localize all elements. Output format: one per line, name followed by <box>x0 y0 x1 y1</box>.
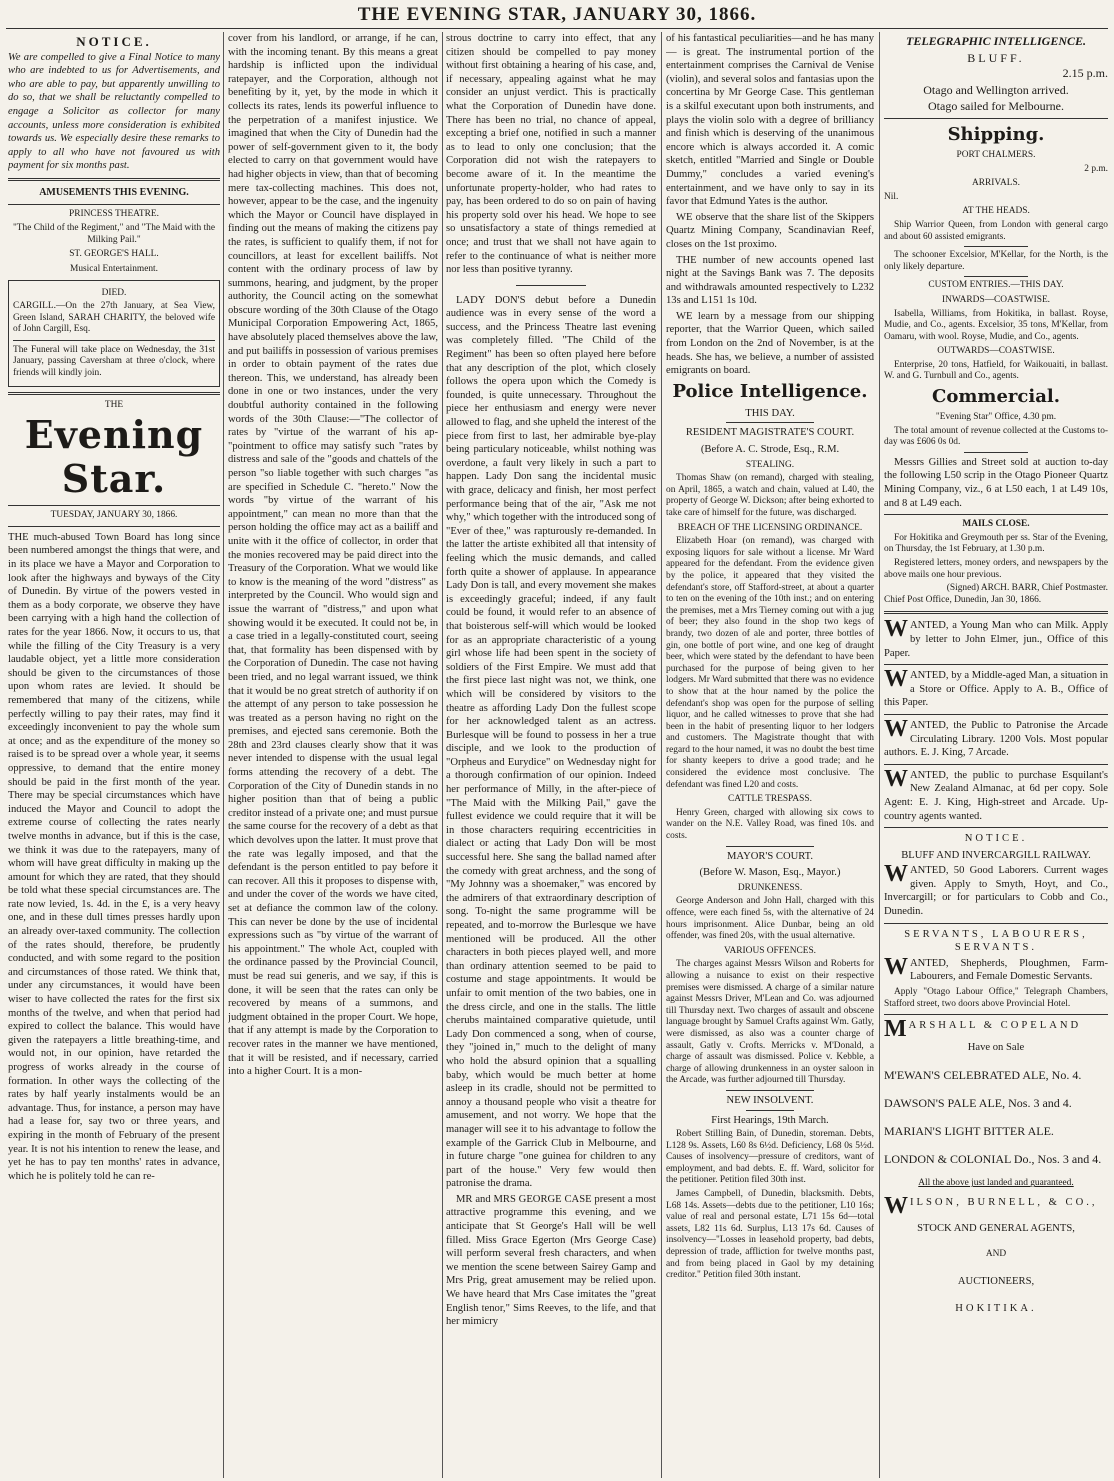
insolvent-entry: James Campbell, of Dunedin, blacksmith. Debts, L68 14s. Assets—debts due to the petitioner, L10 16s; value of real and personal estate, L71 15s 6d—total assets, L82 11s 6d. Surplus, L13 17s 6d. Causes of insolvency—"Losses in leasehold property, bad debts, depression of trade, affliction for twelve months past, and from being placed in Gaol by my detaining creditor." Petition filed 30th instant. <box>666 1189 874 1281</box>
mails-office: Chief Post Office, Dunedin, Jan 30, 1866. <box>884 594 1042 605</box>
notice-title: NOTICE. <box>76 34 152 49</box>
merchant-name: ILSON, BURNELL, & CO., <box>910 1197 1098 1208</box>
concert-notice: MR and MRS GEORGE CASE present a most attractive programme this evening, and we anticipate that St George's Hall will be well filled. Miss Grace Egerton (Mrs George Case) will perform several fresh characters, and when we mention the scene between Sairey Gamp and Mrs Prig, great amusement may be relied upon. We have heard that Mrs Case imitates the "great English tenor," Sims Reeves, to the life, and that her mimicry <box>446 1193 656 1328</box>
merchant-town: HOKITIKA. <box>955 1303 1037 1315</box>
port-time: 2 p.m. <box>1084 163 1108 174</box>
hearings: First Hearings, 19th March. <box>711 1114 829 1126</box>
column-rule <box>223 32 224 1478</box>
divider <box>964 452 1028 453</box>
amusement-venue: PRINCESS THEATRE. <box>69 208 159 219</box>
drop-cap-w: W <box>884 1193 908 1219</box>
merchant-line: STOCK AND GENERAL AGENTS, <box>917 1222 1075 1234</box>
wanted-ad <box>884 616 1108 660</box>
shipping-title: Shipping. <box>947 123 1045 145</box>
wanted-ad-text: ANTED, Shepherds, Ploughmen, Farm-Labourers, and Female Domestic Servants. <box>910 957 1108 983</box>
wanted-ad <box>884 666 1108 710</box>
court-title: MAYOR'S COURT. <box>726 850 814 862</box>
on-sale: Have on Sale <box>967 1041 1025 1053</box>
ale-item: MARIAN'S LIGHT BITTER ALE. <box>884 1124 1054 1139</box>
case-heading: DRUNKENESS. <box>737 882 803 893</box>
notice-heading: NOTICE. <box>964 833 1028 845</box>
column-rule <box>661 32 662 1478</box>
wanted-ad-text: ANTED, 50 Good Laborers. Current wages given. Apply to Smyth, Hoyt, and Co., Invercargill; or for particulars to Cobb and Co., Dunedin. <box>884 865 1108 918</box>
news-paragraph: THE number of new accounts opened last night at the Savings Bank was 7. The deposits and withdrawals amounted respectively to L232 13s and L151 1s 10d. <box>666 254 874 307</box>
merchant-ad <box>884 1016 1108 1043</box>
dateline: TUESDAY, JANUARY 30, 1866. <box>50 510 178 521</box>
divider <box>8 204 220 205</box>
amusement-program: Musical Entertainment. <box>70 263 158 274</box>
editorial-text: strous doctrine to carry into effect, that any citizen should be compelled to pay money without first obtaining a hearing of his case, and, if necessary, appealing against what he may consider an unjust verdict. This is practically what the Corporation of Dunedin have done. There has been no trial, no chance of appeal, excepting a brief one, notified in such a manner as to lead to only one conclusion; that the Corporation did not wish the ratepayers to become aware of it. In the meantime the unfortunate property-holder, who had rates to pay, has been ordered to do so on pain of having his property sold over his head. We hope to see so unsatisfactory a state of things remedied at once; and trust that we shall not have again to refer to the continuance of what is neither more nor less than positive tyranny. <box>446 33 656 276</box>
inwards-heading: INWARDS—COASTWISE. <box>941 294 1051 305</box>
divider <box>726 1090 814 1091</box>
divider <box>8 392 220 395</box>
commercial-text: Messrs Gillies and Street sold at auction to-day the following L50 scrip in the Otago Pioneer Quartz Mining Company, viz., 6 at L50 each, 1 at L49 10s, and 8 at L49 each. <box>884 456 1108 509</box>
editorial-text: cover from his landlord, or arrange, if he can, with the incoming tenant. By this means a great hardship is inflicted upon the individual ratepayer, and the Corporation, although not benefiting by it, yet, by the mode in which it collects its rates, lends its powerful influence to the perpetration of a manifest injustice. We imagined that when the City of Dunedin had the power of self-government given to it, the body elected to carry on that government would have had higher objects in view, than that of becoming mere tax-collecting machines. This does not, however, appear to be the case, and the ingenuity which the Mayor or Council have displayed in finding out the means of making the citizens pay the rates, is sufficient to qualify them, if not for councillors, at least for excellent bailiffs. Not content with the ordinary process of law by summons, hearing, and judgment, by the proper authority, the Council acting on the somewhat obscure wording of the 30th Clause of the Otago Municipal Corporation Empowering Act, 1865, have absolutely placed themselves above the law, and put bailiffs in possession of various premises in order to obtain payment of the rates due thereon. This, we understand, has already been done in one or two instances, under the very doubtful authority contained in the following words of the 30th Clause:—"The collector of rates by "virtue of the warrant of his ap-"pointment to office may satisfy such "rates by distress and sale of the "goods and chattels of the person "so liable together with such charges "as are specified in Schedule C. "hereto." Now the words "by virtue of the warrant of his appointment," can mean no more than that the person holding the office may act as a bailiff and unite with it the office of collector, in order that the monies recovered may be paid direct into the Treasury of the Corporation. What we would like to know is the meaning of the word "distress" as interpreted by the Council. Who would sign and issue the warrant of "distress," and upon what showing would it be executed. It could not be, in a case tried in a legally-constituted court, seeing that, that formality has been dispensed with by the Corporation of Dunedin. The case not having been tried, and no legal warrant issued, we think that it would be no great stretch of authority if on the attempt of any person to take possession he was treated as a person having no right on the premises, and ejected sans ceremonie. Both the 28th and 23rd clauses clearly show that it was never intended to dispense with the usual legal forms attending the recovery of a debt. The Corporation of the City of Dunedin stands in no higher position than that of being a public creditor instead of a private one; and must pursue the same course for the recovery of a debt as that which devolves upon the latter. It must prove that the rate was legally imposed, and that the defendant is the person entitled to pay before it can recover. All this it proposes to dispense with, and under the cover of the words we have cited, set at defiance the common law of the colony. This can never be done by the use of incidental expressions such as "by virtue of the warrant of his appointment." The whole Act, coupled with the ordinance passed by the Provincial Council, must be read sui generis, and we say, if this is done, it will be seen that the rates can only be recovered by means of a summons, and judgment obtained in the proper Court. We hope, that if any attempt is made by the Corporation to recover rates in the manner we have mentioned, that it will be resisted, and if necessary, carried into a higher Court. It is a mon- <box>228 33 438 1078</box>
column-rule <box>442 32 443 1478</box>
port-heading: PORT CHALMERS. <box>956 149 1036 160</box>
drop-cap-w: W <box>884 765 908 792</box>
wanted-ad <box>884 765 1108 823</box>
court-title: RESIDENT MAGISTRATE'S COURT. <box>685 427 855 439</box>
divider <box>964 276 1028 277</box>
ale-item: DAWSON'S PALE ALE, Nos. 3 and 4. <box>884 1096 1072 1111</box>
masthead: THE EVENING STAR, JANUARY 30, 1866. <box>357 4 757 25</box>
commercial-title: Commercial. <box>932 386 1060 408</box>
mails-text: Registered letters, money orders, and newspapers by the above mails one hour previous. <box>884 558 1108 580</box>
divider <box>884 923 1108 924</box>
amusements-title: AMUSEMENTS THIS EVENING. <box>39 186 189 198</box>
drop-cap-w: W <box>884 861 908 888</box>
merchant-line: AND <box>985 1249 1007 1260</box>
editorial-text: THE much-abused Town Board has long since been numbered amongst the things that were, and in its place we have a Mayor and Corporation to look after the highways and byways of the City of Dunedin. By virtue of the powers vested in them as a body corporate, we observe they have been carrying with a high hand the collection of rates for the year 1866. Now, it occurs to us, that while the filling of the City Treasury is a very laudable object, yet a little more consideration should be given to the circumstances of those upon whom rates are levied. It should be remembered that many of the citizens, while perfectly willing to pay their rates, may find it exceedingly inconvenient to pay the whole sum at once; and as the expenditure of the money so raised is to be spread over a whole year, it seems oppressive, to demand that the entire money should be paid in the first month of the year. There may be special circumstances which have induced the Mayor and Council to adopt the extreme course of collecting the rates nearly twelve months in advance, but if this is the case, we think it was due to the ratepayers, many of whom will have great difficulty in making up the amount for which they are rated, that they should be told what these special circumstances are. The rate now levied, 1s. 4d. in the £, is a very heavy one, and in these dull times presses hardly upon an already over-taxed community. The collection of the rates should, therefore, be prudently conducted, and with some regard to the position and circumstances of those rated. We think that, under any circumstances, it would have been wiser to have collected the rates for the first six months of the twelve, and when that period had expired to collect the balance. This would have given the ratepayers a little breathing-time, and would not, in our opinion, have retarded the progress of works already in the course of formation. In other ways the collecting of the rates by half yearly instalments would be an advantage. Thus, for instance, a person may have had a lease for, say two or three years, and expiring in the month of February of the present year. It is not his intention to renew the lease, and yet he has to pay ten months' rates in advance, which he is politely told he can re- <box>8 531 220 1182</box>
wanted-ad-text: ANTED, the public to purchase Esquilant's New Zealand Almanac, at 6d per copy. Sole Agent: E. J. King, High-street and Arcade. Up-country agents wanted. <box>884 769 1108 822</box>
paper-title: Evening Star. <box>24 412 204 502</box>
commercial-customs: The total amount of revenue collected at the Customs to-day was £606 0s 0d. <box>884 425 1108 448</box>
case-text: The charges against Messrs Wilson and Roberts for allowing a nuisance to exist on their respective premises were dismissed. A charge of a similar nature against Messrs Driver, M'Lean and Co. was adjourned till Thursday next. Two charges of assault and obscene language brought by Samuel Crafts against Wm. Gatly, were dismissed, as also was a counter charge of assault, Gatly v. Crofts. Merricks v. M'Donald, a charge of assault was dismissed. Police v. Kebble, a charge of allowing drunkenness in an oyster saloon in the Arcade, was further adjourned till Thursday. <box>666 959 874 1086</box>
insolvent-title: NEW INSOLVENT. <box>726 1094 814 1106</box>
case-heading: BREACH OF THE LICENSING ORDINANCE. <box>677 522 863 533</box>
died-title: DIED. <box>101 287 127 298</box>
divider <box>8 178 220 181</box>
divider <box>13 340 215 341</box>
wanted-ad <box>884 953 1108 984</box>
court-before: (Before W. Mason, Esq., Mayor.) <box>699 867 841 879</box>
theatre-review: LADY DON'S debut before a Dunedin audience was in every sense of the word a success, and the Princess Theatre last evening was completely filled. "The Child of the Regiment" has been so often played here before that any description of the plot, which closely follows the opera upon which the Comedy is founded, is quite unnecessary. Throughout the piece her enthusiasm and energy were never allowed to flag, and she upheld the interest of the piece from first to last, her admirable bye-play being particulary noticeable, whilst nothing was overdone, a fault very likely in such a part to happen. Lady Don sang the incidental music with grace, delicacy and finish, her most perfect performance being that of the air, "Ask me not why," which together with the introduced song of "Ever of thee," was rapturously re-demanded. In the latter the artiste exhibited all that intensity of feeling which the music demands, and called forth quite a shower of applause. In appearance Lady Don is tall, and every movement she makes is exceedingly graceful; indeed, if any fault could be found, it would refer to an absence of that boisterous self-will which would be looked for as an appropriate characteristic of a young girl whose life had been spent in the society of soldiers of the First Empire. We must add that the first piece last night was not, we think, one which will be considered by visitors to the theatre as affording Lady Don the fullest scope for her acknowledged talent as an actress. Burlesque will be found to possess in her a true disciple, and we look to the production of "Orpheus and Eurydice" on Wednesday night for a thorough confirmation of our opinion. Indeed her performance of Milly, in the after-piece of "The Maid with the Milking Pail," gave the fullest evidence we could require that it will be in those characters requiring eccentricities in dialect or acting that Lady Don will be most successful here. She sang the ballad named after the comedy with great archness, and the song of "My Johnny was a shoemaker," was encored by the admirers of that extraordinary description of song. To-night the same programme will be repeated, and to-morrow the Burlesque we have mentioned will be produced. All the other characters in both pieces played well, and more than ordinary attention seemed to be paid to costume and stage appointments. It would be unfair to omit mention of the two babies, one in the dress circle, and one in the stalls. The little cherubs maintained comparative quietude, until Lady Don commenced a song, when of course, they "joined in," much to the delight of many who hold the absurd opinion that a squalling baby, which would be much better at home asleep in its cradle, should not be permitted to annoy a thousand people who visit a theatre for amusement, and not worry. We hope that the manager will see it to his advantage to follow the example of the Garrick Club in Melbourne, and in future charge "one guinea for children to any part of the house." Very few would then patronise the drama. <box>446 294 656 1190</box>
divider <box>884 611 1108 614</box>
merchant-line: AUCTIONEERS, <box>957 1275 1035 1287</box>
news-paragraph: WE learn by a message from our shipping reporter, that the Warrior Queen, which sailed from London on the 2nd of November, is at the heads. She has, we believe, a number of assisted emigrants on board. <box>666 310 874 377</box>
paper-the: THE <box>104 399 124 410</box>
insolvent-entry: Robert Stilling Bain, of Dunedin, storeman. Debts, L128 9s. Assets, L60 8s 6½d. Deficiency, L68 0s 5½d. Causes of insolvency—pressure of creditors, want of employment, and bad debts. E. ff. Ward, solicitor for the petitioner. Petition filed 30th inst. <box>666 1129 874 1186</box>
mails-text: For Hokitika and Greymouth per ss. Star of the Evening, on Thursday, the 1st February, at 1.30 p.m. <box>884 532 1108 555</box>
column-2 <box>228 32 438 1478</box>
column-3 <box>446 32 656 1478</box>
mails-signature: (Signed) ARCH. BARR, Chief Postmaster. <box>946 583 1108 594</box>
drop-cap-w: W <box>884 715 908 742</box>
merchant-ad <box>884 1193 1108 1219</box>
divider <box>884 118 1108 119</box>
case-heading: STEALING. <box>745 459 795 470</box>
case-heading: VARIOUS OFFENCES. <box>723 945 817 956</box>
column-5 <box>884 32 1108 1478</box>
news-paragraph: WE observe that the share list of the Skippers Quartz Mining Company, Scandinavian Reef, closes on the 1st proximo. <box>666 211 874 250</box>
police-title: Police Intelligence. <box>672 380 868 402</box>
divider <box>884 764 1108 765</box>
arrivals-text: Nil. <box>884 191 899 202</box>
divider <box>884 1014 1108 1015</box>
died-notice <box>8 280 220 387</box>
divider <box>726 846 814 847</box>
drop-cap-w: W <box>884 953 908 980</box>
case-text: Thomas Shaw (on remand), charged with stealing, on April, 1865, a watch and chain, valued at L40, the property of George W. Dickson; after being exhorted to take care of himself for the future, was discharged. <box>666 473 874 518</box>
servants-heading: SERVANTS, LABOURERS, SERVANTS. <box>904 928 1088 954</box>
divider <box>8 505 220 506</box>
commercial-office: "Evening Star" Office, 4.30 pm. <box>935 412 1057 423</box>
amusement-program: "The Child of the Regiment," and "The Maid with the Milking Pail." <box>12 223 216 245</box>
divider <box>746 1110 794 1111</box>
bluff-heading: BLUFF. <box>967 50 1025 65</box>
merchant-name: ARSHALL & COPELAND <box>908 1020 1082 1032</box>
departure-text: The schooner Excelsior, M'Kellar, for the North, is the only likely departure. <box>884 250 1108 272</box>
divider <box>884 664 1108 665</box>
drop-cap-m: M <box>884 1016 907 1043</box>
amusement-venue: ST. GEORGE'S HALL. <box>69 249 159 260</box>
heads-text: Ship Warrior Queen, from London with general cargo and about 60 assisted emigrants. <box>884 219 1108 242</box>
news-paragraph: of his fantastical peculiarities—and he has many — is great. The instrumental portion of the entertainment comprises the Carnival de Venise (violin), and several solos and fantasias upon the concertina by Mr George Case. This gentleman is a skilful executant upon both instruments, and plays the violin solo with a degree of brilliancy and finish which is deserving of the unanimous encore which is always accorded it. A comic sketch, entitled "Married and Single or Double Dummy," concludes a varied evening's entertainment, and we have only to say in its favor that Edmund Yates is the author. <box>666 33 874 208</box>
case-heading: CATTLE TRESPASS. <box>728 794 812 805</box>
telegram: Otago sailed for Melbourne. <box>928 99 1064 114</box>
outwards-text: Enterprise, 20 tons, Hatfield, for Waikouaiti, in ballast. W. and G. Turnbull and Co., agents. <box>884 359 1108 382</box>
divider <box>964 246 1028 247</box>
wanted-ad-text: ANTED, by a Middle-aged Man, a situation in a Store or Office. Apply to A. B., Office of this Paper. <box>884 670 1108 709</box>
column-4 <box>666 32 874 1478</box>
case-text: George Anderson and John Hall, charged with this offence, were each fined 5s, with the alternative of 24 hours imprisonment. Alice Dunbar, being an old offender, was fined 20s, with the usual alternative. <box>666 896 874 942</box>
wanted-ad-text: ANTED, the Public to Patronise the Arcade Circulating Library. 1200 Vols. Most popular authors. E. J. King, 7 Arcade. <box>884 719 1108 759</box>
column-rule <box>879 32 880 1478</box>
telegram: Otago and Wellington arrived. <box>923 82 1069 97</box>
divider <box>8 526 220 527</box>
heads-heading: AT THE HEADS. <box>962 206 1030 217</box>
landed-note: All the above just landed and guaranteed. <box>918 1178 1074 1189</box>
court-before: (Before A. C. Strode, Esq., R.M. <box>700 444 840 456</box>
died-entry: CARGILL.—On the 27th January, at Sea View, Green Island, SARAH CHARITY, the beloved wife of John Cargill, Esq. <box>13 301 215 335</box>
arrivals-heading: ARRIVALS. <box>971 178 1020 189</box>
bluff-time: 2.15 p.m. <box>1062 66 1108 81</box>
notice-body: We are compelled to give a Final Notice to many who are indebted to us for Advertisements, and who are able to pay, but apparently unwilling to do so, that we shall be reluctantly compelled to engage a Solicitor as collector for many accounts, unless more consideration is exhibited towards us. We especially desire these remarks to apply to all who have not favoured us with payment for six months past. <box>8 51 220 172</box>
telegraphic-title: TELEGRAPHIC INTELLIGENCE. <box>905 34 1087 48</box>
this-day: THIS DAY. <box>745 407 795 419</box>
drop-cap-w: W <box>884 616 908 643</box>
case-text: Elizabeth Hoar (on remand), was charged with exposing liquors for sale without a license. Mr Ward appeared for the defendant. From the evidence given by the police, it appeared that they visited the defendant's store, off Stafford-street, at about a quarter to ten on the evening of the 10th inst.; and on entering the premises, met a Mrs Tierney coming out with a jug of beer; they also found in the shop two kegs of brandy, two dozen of ale and porter, three bottles of gin, one bottle of port wine, and one keg of draught beer, which were stated by the defendant to have been purchased for the purpose of being given to her lodgers. Mr Ward submitted that there was no evidence to show that at the hour named by the police the defendant's shop was open for the purpose of selling liquor, and he called witnesses to prove that she had been in the habit of presenting liquor to her lodgers and customers. The Magistrate thought that with regard to the hour named, it was no doubt the best time for shanty keepers to drive a good trade; and he considered the evidence most conclusive. The defendant was fined L20 and costs. <box>666 536 874 790</box>
divider <box>726 422 814 423</box>
wanted-ad-text: ANTED, a Young Man who can Milk. Apply by letter to John Elmer, jun., Office of this Paper. <box>884 620 1108 659</box>
drop-cap-w: W <box>884 666 908 693</box>
railway-heading: BLUFF AND INVERCARGILL RAILWAY. <box>901 849 1091 861</box>
divider <box>884 514 1108 515</box>
outwards-heading: OUTWARDS—COASTWISE. <box>937 346 1055 357</box>
ale-item: M'EWAN'S CELEBRATED ALE, No. 4. <box>884 1068 1082 1083</box>
funeral-notice: The Funeral will take place on Wednesday, the 31st January, passing Caversham at three o'clock, where friends will kindly join. <box>13 344 215 379</box>
case-text: Henry Green, charged with allowing six cows to wander on the N.E. Valley Road, was fined 10s. and costs. <box>666 807 874 842</box>
mails-title: MAILS CLOSE. <box>962 519 1030 530</box>
divider <box>884 827 1108 828</box>
customs-heading: CUSTOM ENTRIES.—THIS DAY. <box>928 280 1064 291</box>
divider <box>516 285 586 286</box>
divider <box>884 714 1108 715</box>
inwards-text: Isabella, Williams, from Hokitika, in ballast. Royse, Mudie, and Co., agents. Excelsior, 35 tons, M'Kellar, from Oamaru, with wool. Royse, Mudie, and Co., agents. <box>884 308 1108 342</box>
wanted-ad-text: Apply "Otago Labour Office," Telegraph Chambers, Stafford street, two doors above Provincial Hotel. <box>884 987 1108 1009</box>
wanted-ad <box>884 715 1108 760</box>
masthead-rule <box>6 28 1108 29</box>
wanted-ad <box>884 861 1108 918</box>
column-1 <box>8 32 220 1478</box>
ale-item: LONDON & COLONIAL Do., Nos. 3 and 4. <box>884 1152 1102 1167</box>
